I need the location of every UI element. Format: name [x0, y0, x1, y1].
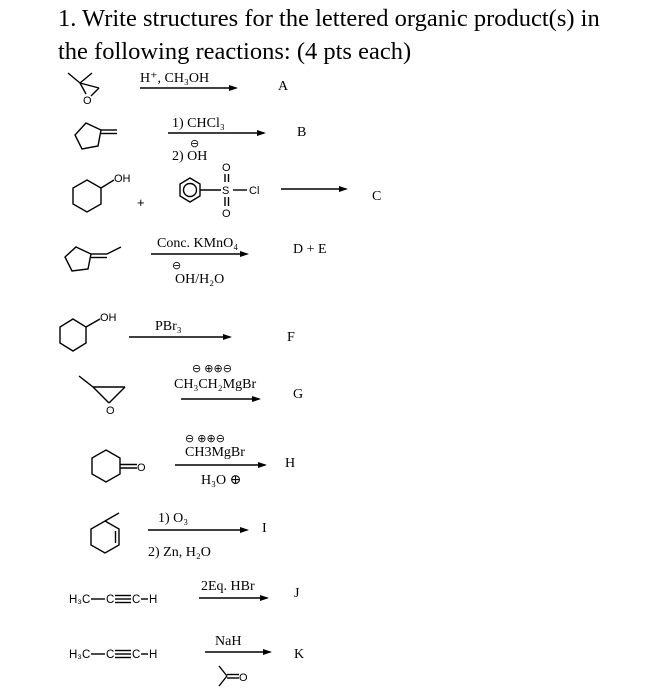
- reagent-label: H⁺, CH₃OH: [140, 71, 210, 86]
- reagent-label: Conc. KMnO₄: [157, 236, 239, 251]
- reaction-arrow: [175, 462, 267, 468]
- reaction-9: [69, 579, 300, 606]
- reaction-10: [69, 634, 304, 686]
- reaction-arrow: [199, 595, 269, 601]
- alkyne-carbon-left: C: [106, 649, 115, 661]
- reagent-step-2: 2) OH: [172, 149, 208, 164]
- reagent-step-1: 1) O₃: [158, 511, 189, 526]
- substrate-cyclohexanol: [73, 173, 131, 212]
- substrate-propyne: [69, 649, 157, 661]
- product-label-G: G: [293, 387, 304, 402]
- epoxide-oxygen-label: O: [106, 405, 115, 417]
- reaction-8: [91, 511, 267, 560]
- question-line-2: the following reactions: (4 pts each): [58, 38, 412, 65]
- product-label-H: H: [285, 456, 296, 471]
- reaction-4: [65, 236, 327, 287]
- product-label-J: J: [294, 586, 300, 601]
- methyl-label: H₃C: [69, 594, 91, 606]
- product-label-A: A: [278, 79, 289, 94]
- reagent-step-2: H₃O ⊕: [201, 473, 242, 488]
- charge-minus-symbol: ⊖: [190, 138, 200, 150]
- substrate-2-2-dimethyloxirane: [68, 73, 99, 107]
- reaction-arrow: [281, 186, 348, 192]
- hydroxyl-label: OH: [114, 173, 131, 185]
- reagent-label: NaH: [215, 634, 242, 649]
- substrate-methylenecyclopentane: [75, 123, 117, 149]
- substrate-cyclohexanone: [92, 450, 146, 482]
- product-label-B: B: [297, 125, 307, 140]
- carbonyl-oxygen-label: O: [137, 462, 146, 474]
- reaction-arrow: [205, 649, 272, 655]
- formal-charge-symbols: ⊖ ⊕⊕⊖: [192, 363, 232, 375]
- reaction-arrow: [181, 396, 261, 402]
- product-label-I: I: [262, 521, 267, 536]
- reagent-conditions: OH/H₂O: [175, 272, 225, 287]
- terminal-hydrogen: H: [149, 649, 158, 661]
- reaction-1: [68, 71, 289, 107]
- reagent-benzenesulfonyl-chloride: [180, 162, 259, 220]
- substrate-cyclohexanol: [60, 312, 117, 351]
- question-line-1: 1. Write structures for the lettered organic product(s) in: [58, 5, 600, 32]
- reagent-label: PBr₃: [155, 319, 182, 334]
- product-label-DE: D + E: [293, 242, 327, 257]
- plus-sign: +: [137, 195, 145, 210]
- reagent-step-1: CH3MgBr: [185, 445, 245, 460]
- reagent-label: CH₃CH₂MgBr: [174, 377, 257, 392]
- sulfonyl-oxygen-top: O: [222, 162, 231, 174]
- reaction-arrow: [151, 251, 249, 257]
- sulfonyl-oxygen-bottom: O: [222, 208, 231, 220]
- alkyne-carbon-right: C: [132, 594, 141, 606]
- reagent-step-2: 2) Zn, H₂O: [148, 545, 211, 560]
- sulfur-label: S: [222, 185, 230, 197]
- reaction-5: [60, 312, 295, 351]
- product-label-C: C: [372, 189, 382, 204]
- product-label-K: K: [294, 647, 305, 662]
- hydroxyl-label: OH: [100, 312, 117, 324]
- substrate-1-methylcyclohexene: [91, 513, 119, 553]
- reaction-2: [75, 116, 306, 164]
- reaction-arrow: [129, 334, 232, 340]
- formal-charge-symbols: ⊖ ⊕⊕⊖: [185, 433, 225, 445]
- terminal-hydrogen: H: [149, 594, 158, 606]
- alkyne-carbon-right: C: [132, 649, 141, 661]
- reaction-6: [79, 363, 303, 417]
- substrate-methyloxirane: [79, 376, 125, 417]
- reaction-7: [92, 433, 295, 488]
- epoxide-oxygen-label: O: [83, 95, 92, 107]
- reaction-arrow: [148, 527, 249, 533]
- acetone-oxygen-label: O: [239, 672, 248, 684]
- reaction-3: [73, 162, 381, 220]
- methyl-label: H₃C: [69, 649, 91, 661]
- reagent-step-1: 1) CHCl₃: [172, 116, 225, 131]
- chlorine-label: Cl: [249, 185, 260, 197]
- substrate-ethylidenecyclopentane: [65, 247, 121, 271]
- reagent-label: 2Eq. HBr: [201, 579, 255, 594]
- reagent-acetone: [219, 666, 248, 686]
- substrate-propyne: [69, 594, 157, 606]
- charge-minus-symbol: ⊖: [172, 260, 182, 272]
- alkyne-carbon-left: C: [106, 594, 115, 606]
- product-label-F: F: [287, 330, 295, 345]
